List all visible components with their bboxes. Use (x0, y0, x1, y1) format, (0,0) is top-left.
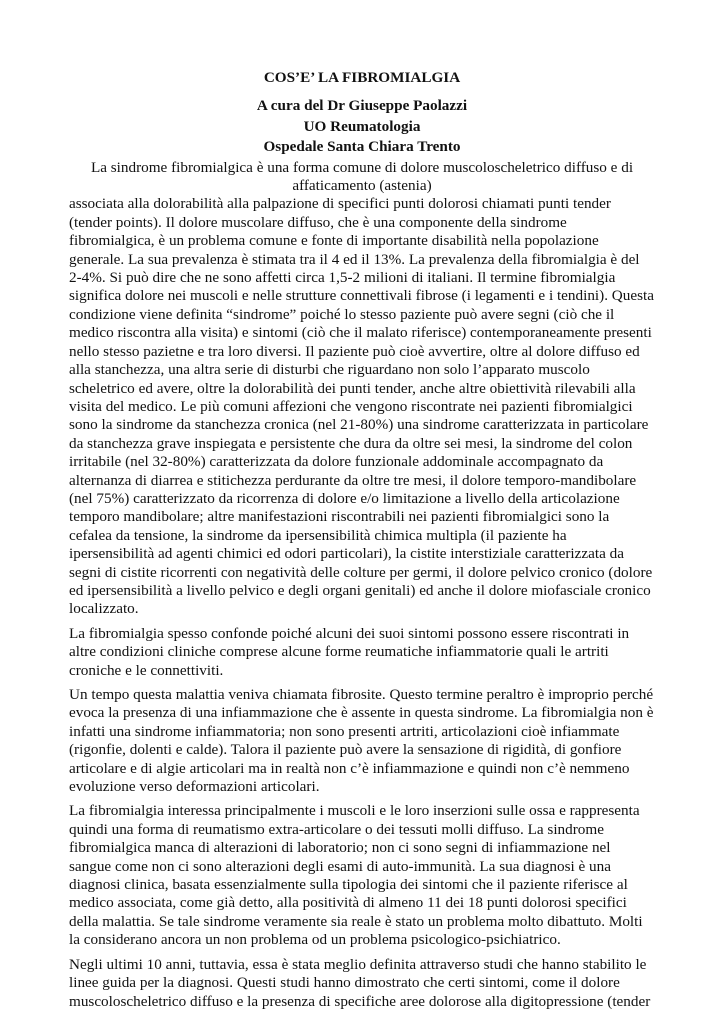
intro-paragraph: La sindrome fibromialgica è una forma comune di dolore muscoloscheletrico diffuso e di affaticamento (astenia) (90, 158, 634, 195)
unit-line: UO Reumatologia (303, 117, 421, 135)
body-paragraph: Negli ultimi 10 anni, tuttavia, essa è stata meglio definita attraverso studi che hanno stabilito le linee guida per la diagnosi. Questi studi hanno dimostrato che certi sintomi, come il dolore muscoloscheletrico diffuso e la presenza di specifiche aree dolorose alla digitopressione (tender (69, 955, 651, 1010)
body-paragraph: Un tempo questa malattia veniva chiamata fibrosite. Questo termine peraltro è improprio perché evoca la presenza di una infiammazione che è assente in questa sindrome. La fibromialgia non è infatti una sindrome infiammatoria; non sono presenti artriti, articolazioni cioè infiammate (rigonfie, dolenti e calde). Talora il paziente può avere la sensazione di rigidità, di gonfiore articolare e di algie articolari ma in realtà non c’è infiammazione e quindi non c’è nemmeno evoluzione verso deformazioni articolari. (69, 686, 654, 796)
author-line: A cura del Dr Giuseppe Paolazzi (256, 97, 468, 115)
document-title: COS’E’ LA FIBROMIALGIA (263, 69, 461, 86)
hospital-line: Ospedale Santa Chiara Trento (263, 138, 461, 156)
document-page (69, 60, 655, 1017)
body-paragraph: associata alla dolorabilità alla palpazione di specifici punti dolorosi chiamati punti tender (tender points). Il dolore muscolare diffuso, che è una componente della sindrome fibromialgica, è un problema comune e fonte di importante disabilità nella popolazione generale. La sua prevalenza è stimata tra il 4 ed il 13%. La prevalenza della fibromialgia è del 2-4%. Si può dire che ne sono affetti circa 1,5-2 milioni di italiani. Il termine fibromialgia significa dolore nei muscoli e nelle strutture connettivali fibrose (i legamenti e i tendini). Questa condizione viene definita “sindrome” poiché lo stesso paziente può avere segni (ciò che il medico riscontra alla visita) e sintomi (ciò che il malato riferisce) contemporaneamente presenti nello stesso pazietne e tra loro diversi. Il paziente può cioè avvertire, oltre al dolore diffuso ed alla stanchezza, una altra serie di disturbi che riguardano non solo l’apparato muscolo scheletrico ed avere, oltre la dolorabilità dei punti tender, anche altre obiettività rilevabili alla visita del medico. Le più comuni affezioni che vengono riscontrate nei pazienti fibromialgici sono la sindrome da stanchezza cronica (nel 21-80%) una sindrome caratterizzata in particolare da stanchezza grave inspiegata e persistente che dura da oltre sei mesi, la sindrome del colon irritabile (nel 32-80%) caratterizzata da dolore funzionale addominale accompagnato da alternanza di diarrea e stitichezza perdurante da oltre tre mesi, il dolore temporo-mandibolare (nel 75%) caratterizzato da ricorrenza di dolore e/o limitazione a livello della articolazione temporo mandibolare; altre manifestazioni riscontrabili nei pazienti fibromialgici sono la cefalea da tensione, la sindrome da ipersensibilità chimica multipla (il paziente ha ipersensibilità ad agenti chimici ed odori particolari), la cistite interstiziale caratterizzata da segni di cistite ricorrenti con negatività delle colture per germi, il dolore pelvico cronico (dolore ed ipersensibilità a livello pelvico e degli organi genitali) ed anche il dolore miofasciale cronico localizzato. (69, 195, 654, 618)
body-paragraph: La fibromialgia interessa principalmente i muscoli e le loro inserzioni sulle ossa e rappresenta quindi una forma di reumatismo extra-articolare o dei tessuti molli diffuso. La sindrome fibromialgica manca di alterazioni di laboratorio; non ci sono segni di infiammazione nel sangue come non ci sono alterazioni degli esami di auto-immunità. La sua diagnosi è una diagnosi clinica, basata essenzialmente sulla tipologia dei sintomi che il paziente riferisce al medico associata, come già detto, alla positività di almeno 11 dei 18 punti dolorosi specifici della malattia. Se tale sindrome veramente sia reale è stato un problema molto dibattuto. Molti la considerano ancora un non problema od un problema psicologico-psichiatrico. (69, 802, 643, 949)
body-paragraph: La fibromialgia spesso confonde poiché alcuni dei suoi sintomi possono essere riscontrati in altre condizioni cliniche comprese alcune forme reumatiche infiammatorie quali le artriti croniche e le connettiviti. (69, 624, 630, 679)
